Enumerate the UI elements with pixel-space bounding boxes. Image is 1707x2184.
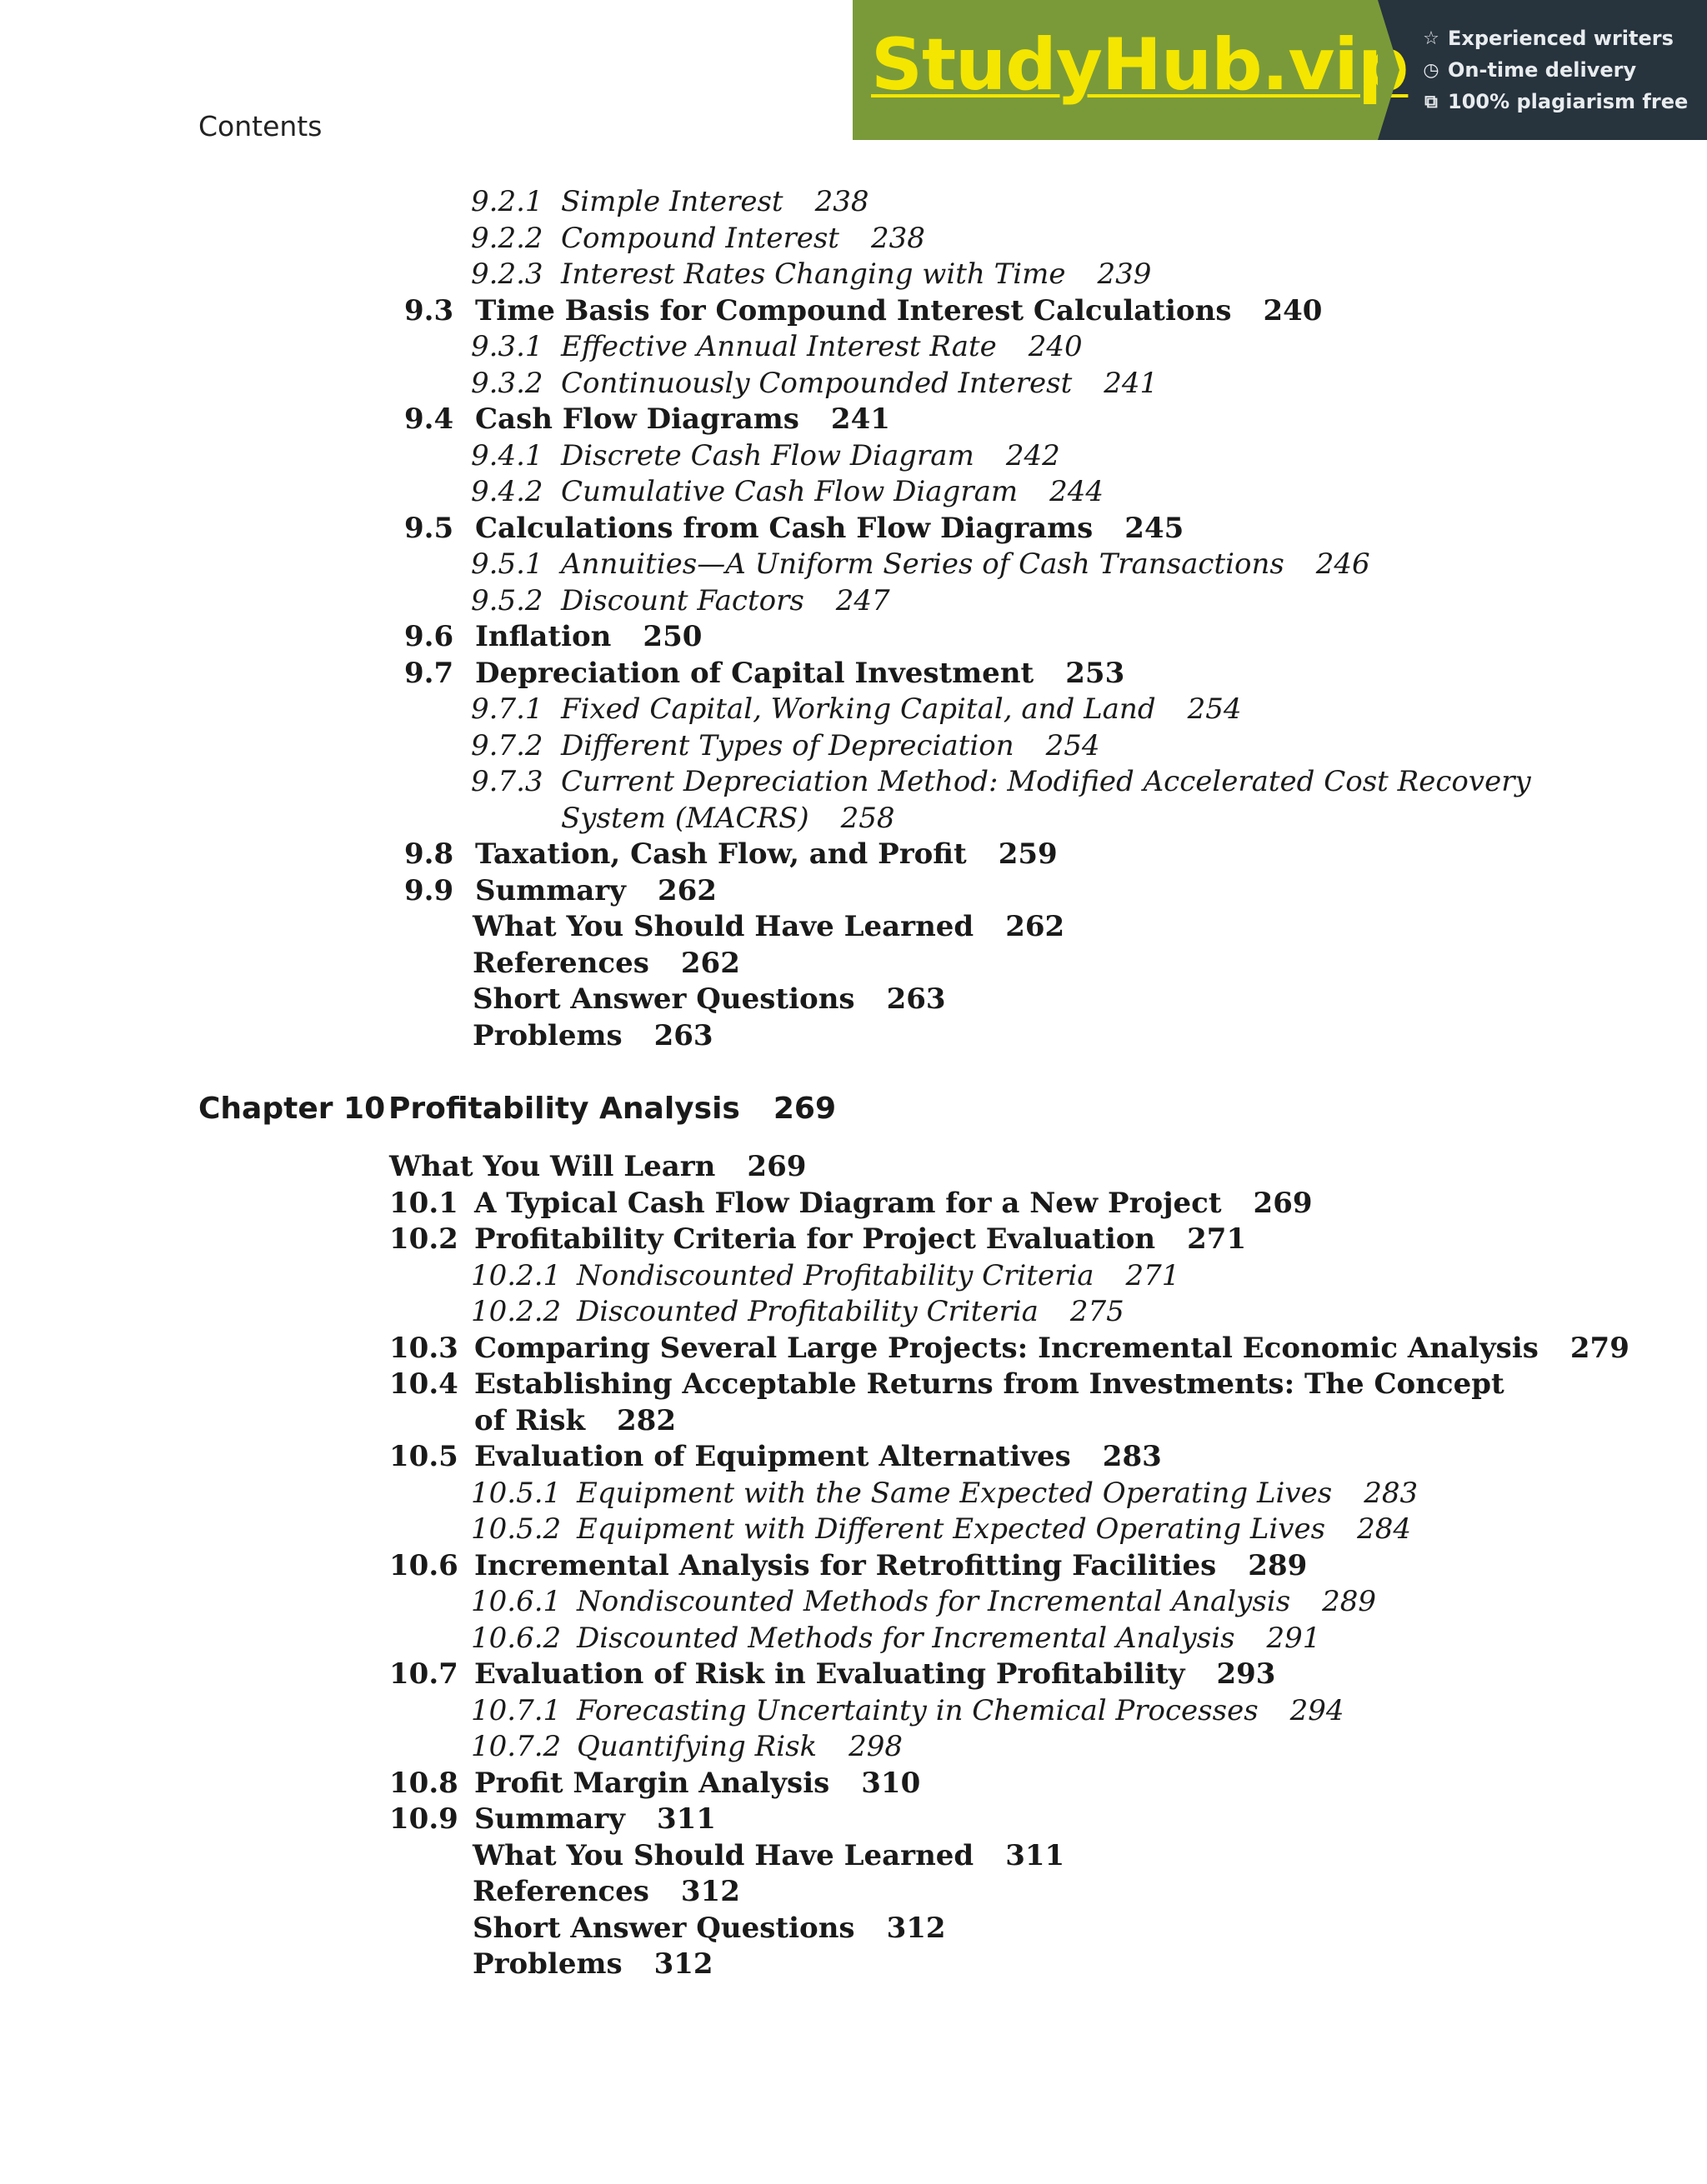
toc-entry-title: Problems bbox=[473, 1018, 623, 1052]
feature-item bbox=[1421, 58, 1707, 82]
toc-entry-number: 9.4.2 bbox=[471, 475, 543, 508]
clock-icon: ◷ bbox=[1423, 59, 1439, 81]
toc-entry-page: 241 bbox=[830, 402, 890, 436]
toc-entry-title-wrap bbox=[473, 947, 740, 980]
toc-entry-title: A Typical Cash Flow Diagram for a New Project bbox=[474, 1186, 1222, 1220]
brand-logo[interactable]: StudyHub.vip bbox=[871, 23, 1409, 107]
toc-entry-title-wrap bbox=[475, 402, 890, 436]
toc-entry-page: 269 bbox=[1253, 1186, 1313, 1220]
toc-entry-title-wrap bbox=[561, 257, 1151, 291]
toc-entry-number: 9.2.3 bbox=[471, 257, 543, 291]
toc-entry-number: 9.4.1 bbox=[471, 438, 543, 472]
toc-entry-page: 263 bbox=[886, 982, 946, 1016]
toc-entry-page: 289 bbox=[1322, 1585, 1377, 1618]
toc-entry-title: Inflation bbox=[475, 620, 612, 653]
toc-entry-title-wrap bbox=[474, 1767, 920, 1800]
toc-entry-title-wrap bbox=[475, 874, 717, 907]
toc-entry-title: Profitability Criteria for Project Evaluation bbox=[474, 1222, 1156, 1256]
toc-entry-page: 312 bbox=[680, 1875, 740, 1908]
toc-entry-number: 9.6 bbox=[404, 620, 454, 653]
toc-entry-number: 10.3 bbox=[389, 1331, 458, 1365]
toc-entry-title-wrap bbox=[561, 330, 1083, 363]
toc-entry-title-wrap bbox=[577, 1694, 1344, 1727]
toc-entry-number: 9.4 bbox=[404, 402, 454, 436]
toc-entry-title: Cash Flow Diagrams bbox=[475, 402, 799, 436]
toc-entry-number: 10.2 bbox=[389, 1222, 458, 1256]
toc-entry-page: 283 bbox=[1364, 1476, 1419, 1510]
toc-entry-number: 10.5.1 bbox=[471, 1476, 562, 1510]
toc-entry-title: System (MACRS) bbox=[561, 801, 809, 835]
toc-entry-title-wrap bbox=[474, 1332, 1629, 1365]
toc-entry-page: 311 bbox=[656, 1802, 716, 1836]
toc-entry-page: 250 bbox=[643, 620, 703, 653]
toc-entry-title-wrap bbox=[577, 1512, 1411, 1546]
toc-entry-title-wrap bbox=[474, 1657, 1275, 1691]
toc-entry-page: 238 bbox=[870, 221, 925, 255]
toc-entry-page: 275 bbox=[1069, 1295, 1124, 1328]
toc-entry-title: Depreciation of Capital Investment bbox=[475, 656, 1034, 690]
toc-entry-title: Cumulative Cash Flow Diagram bbox=[561, 475, 1019, 508]
toc-entry-title-wrap bbox=[577, 1295, 1124, 1328]
toc-entry-page: 246 bbox=[1315, 547, 1370, 581]
toc-entry-number: 10.7.2 bbox=[471, 1730, 562, 1763]
toc-entry-page: 241 bbox=[1104, 366, 1159, 400]
toc-entry-title: Quantifying Risk bbox=[577, 1730, 818, 1763]
toc-entry-page: 271 bbox=[1125, 1258, 1180, 1292]
running-head: Contents bbox=[198, 110, 323, 142]
toc-entry-title: Profit Margin Analysis bbox=[474, 1766, 830, 1800]
toc-entry-title: Nondiscounted Methods for Incremental Analysis bbox=[577, 1585, 1291, 1618]
toc-entry-title: References bbox=[473, 1875, 649, 1908]
toc-entry-page: 310 bbox=[861, 1766, 921, 1800]
toc-entry-number: 9.9 bbox=[404, 873, 454, 907]
toc-entry-number: 9.3 bbox=[404, 293, 454, 327]
feature-item bbox=[1421, 27, 1707, 50]
toc-entry-page: 253 bbox=[1065, 656, 1125, 690]
toc-entry-title-wrap bbox=[473, 1875, 740, 1908]
chapter-label: Chapter 10 bbox=[198, 1092, 386, 1126]
toc-entry-page: 284 bbox=[1357, 1512, 1411, 1546]
toc-entry-title: What You Will Learn bbox=[389, 1150, 716, 1183]
toc-entry-page: 312 bbox=[886, 1911, 946, 1945]
star-icon: ☆ bbox=[1423, 27, 1439, 49]
toc-entry-title: Effective Annual Interest Rate bbox=[561, 330, 997, 363]
toc-entry-page: 279 bbox=[1569, 1331, 1629, 1365]
toc-entry-number: 10.9 bbox=[389, 1802, 458, 1836]
toc-entry-page: 291 bbox=[1266, 1621, 1321, 1655]
toc-entry-page: 262 bbox=[1005, 910, 1065, 943]
toc-entry-number: 10.2.2 bbox=[471, 1295, 562, 1328]
toc-entry-page: 263 bbox=[653, 1018, 713, 1052]
toc-entry-title: Calculations from Cash Flow Diagrams bbox=[475, 511, 1094, 545]
toc-entry-number: 10.6.1 bbox=[471, 1585, 562, 1618]
toc-entry-title: Continuously Compounded Interest bbox=[561, 366, 1073, 400]
toc-entry-title-wrap bbox=[475, 657, 1124, 690]
toc-entry-title: Equipment with Different Expected Operating Lives bbox=[577, 1512, 1326, 1546]
toc-entry-page: 298 bbox=[848, 1730, 904, 1763]
toc-entry-title: Short Answer Questions bbox=[473, 982, 855, 1016]
toc-entry-page: 293 bbox=[1216, 1657, 1276, 1691]
toc-entry-title-wrap bbox=[474, 1222, 1246, 1256]
toc-entry-title: Comparing Several Large Projects: Incremental Economic Analysis bbox=[474, 1331, 1539, 1365]
toc-entry-page: 239 bbox=[1097, 257, 1152, 291]
chapter-heading[interactable] bbox=[198, 1092, 836, 1126]
toc-entry-title-wrap bbox=[473, 1912, 946, 1945]
toc-entry-title-wrap bbox=[561, 729, 1100, 762]
toc-entry-number: 10.5 bbox=[389, 1440, 458, 1473]
toc-entry-title-wrap bbox=[561, 367, 1158, 400]
toc-entry-title: Incremental Analysis for Retrofitting Facilities bbox=[474, 1548, 1217, 1582]
feature-label: 100% plagiarism free bbox=[1448, 90, 1689, 113]
toc-entry-title-wrap bbox=[474, 1802, 716, 1836]
toc-entry-title: Discounted Profitability Criteria bbox=[577, 1295, 1039, 1328]
toc-entry-title-wrap bbox=[561, 185, 869, 218]
toc-entry-page: 262 bbox=[680, 946, 740, 980]
toc-entry-number: 9.7.2 bbox=[471, 728, 543, 762]
toc-entry-page: 240 bbox=[1263, 293, 1323, 327]
toc-entry-title: Different Types of Depreciation bbox=[561, 728, 1014, 762]
toc-entry-number: 10.7.1 bbox=[471, 1693, 562, 1727]
toc-entry-page: 311 bbox=[1005, 1838, 1065, 1872]
toc-entry-number: 10.6.2 bbox=[471, 1621, 562, 1655]
toc-entry-page: 294 bbox=[1289, 1693, 1344, 1727]
banner-brand-panel[interactable] bbox=[853, 0, 1409, 140]
toc-entry-title-wrap bbox=[473, 1839, 1064, 1872]
toc-entry-title: Discount Factors bbox=[561, 583, 804, 617]
chapter-title-wrap bbox=[388, 1092, 836, 1126]
toc-entry-title-wrap bbox=[474, 1549, 1307, 1582]
toc-entry-title-wrap bbox=[473, 982, 946, 1016]
toc-entry-page: 289 bbox=[1248, 1548, 1308, 1582]
toc-entry-page: 240 bbox=[1028, 330, 1083, 363]
ad-banner[interactable] bbox=[853, 0, 1707, 140]
toc-entry-page: 262 bbox=[657, 873, 717, 907]
toc-entry-title: Interest Rates Changing with Time bbox=[561, 257, 1066, 291]
toc-entry-page: 259 bbox=[998, 837, 1058, 871]
toc-entry-title: Simple Interest bbox=[561, 185, 783, 218]
toc-entry-number: 9.7.1 bbox=[471, 692, 543, 726]
toc-entry-page: 258 bbox=[840, 801, 895, 835]
toc-entry-title-wrap bbox=[473, 1019, 713, 1052]
toc-entry-title-wrap bbox=[389, 1150, 806, 1183]
toc-entry-number: 9.5.2 bbox=[471, 583, 543, 617]
toc-entry-title-wrap bbox=[561, 439, 1060, 472]
toc-entry-title-wrap bbox=[474, 1404, 676, 1437]
toc-entry-page: 247 bbox=[835, 583, 890, 617]
toc-entry-page: 254 bbox=[1187, 692, 1242, 726]
toc-entry-title: Fixed Capital, Working Capital, and Land bbox=[561, 692, 1156, 726]
toc-entry-title: Problems bbox=[473, 1947, 623, 1981]
toc-entry-page: 269 bbox=[747, 1150, 807, 1183]
copy-icon: ⧉ bbox=[1424, 91, 1438, 112]
toc-entry-number: 9.3.2 bbox=[471, 366, 543, 400]
toc-entry-title-wrap bbox=[577, 1622, 1320, 1655]
feature-label: On-time delivery bbox=[1448, 58, 1637, 82]
toc-entry-title: Summary bbox=[475, 873, 626, 907]
banner-features-panel bbox=[1378, 0, 1707, 140]
toc-entry-title-wrap bbox=[561, 475, 1104, 508]
feature-item bbox=[1421, 90, 1707, 113]
toc-entry-number: 10.4 bbox=[389, 1367, 458, 1401]
toc-entry-title-wrap bbox=[561, 222, 925, 255]
toc-entry-number: 10.1 bbox=[389, 1186, 458, 1220]
feature-label: Experienced writers bbox=[1448, 27, 1674, 50]
toc-entry-title: What You Should Have Learned bbox=[473, 1838, 974, 1872]
toc-entry-page: 271 bbox=[1187, 1222, 1247, 1256]
toc-entry-number: 10.6 bbox=[389, 1548, 458, 1582]
toc-entry-title: Evaluation of Risk in Evaluating Profitability bbox=[474, 1657, 1185, 1691]
toc-entry-number: 10.8 bbox=[389, 1766, 458, 1800]
chapter-page: 269 bbox=[773, 1092, 836, 1126]
toc-entry-title-wrap bbox=[474, 1187, 1313, 1220]
toc-entry-title: Nondiscounted Profitability Criteria bbox=[577, 1258, 1094, 1292]
toc-entry-title-wrap bbox=[577, 1585, 1376, 1618]
toc-entry-number: 10.5.2 bbox=[471, 1512, 562, 1546]
toc-entry-number: 10.7 bbox=[389, 1657, 458, 1691]
toc-entry-page: 254 bbox=[1045, 728, 1100, 762]
toc-entry-title-wrap bbox=[475, 512, 1184, 545]
toc-entry-title-wrap bbox=[577, 1477, 1418, 1510]
toc-entry-title-wrap bbox=[561, 547, 1370, 581]
toc-entry-page: 283 bbox=[1102, 1440, 1162, 1473]
toc-entry-title-wrap bbox=[561, 692, 1242, 726]
toc-entry-title: Establishing Acceptable Returns from Investments: The Concept bbox=[474, 1367, 1504, 1401]
toc-entry-title-wrap bbox=[561, 584, 890, 617]
toc-entry-title: Compound Interest bbox=[561, 221, 839, 255]
toc-entry-number: 9.5 bbox=[404, 511, 454, 545]
toc-entry-title: Discrete Cash Flow Diagram bbox=[561, 438, 974, 472]
toc-entry-title-wrap bbox=[475, 837, 1058, 871]
toc-entry-number: 9.8 bbox=[404, 837, 454, 871]
toc-entry-title: Taxation, Cash Flow, and Profit bbox=[475, 837, 967, 871]
toc-entry-title-wrap bbox=[561, 802, 895, 835]
toc-entry-page: 238 bbox=[814, 185, 869, 218]
toc-entry-title: Forecasting Uncertainty in Chemical Processes bbox=[577, 1693, 1259, 1727]
toc-entry-title-wrap bbox=[577, 1730, 903, 1763]
toc-entry-title: of Risk bbox=[474, 1403, 586, 1437]
toc-entry-title: Discounted Methods for Incremental Analysis bbox=[577, 1621, 1235, 1655]
toc-entry-title: What You Should Have Learned bbox=[473, 910, 974, 943]
toc-entry-title: Equipment with the Same Expected Operating Lives bbox=[577, 1476, 1333, 1510]
toc-entry-title: Summary bbox=[474, 1802, 625, 1836]
toc-entry-title-wrap bbox=[474, 1367, 1536, 1401]
toc-entry-title-wrap bbox=[473, 910, 1064, 943]
toc-entry-number: 9.7.3 bbox=[471, 765, 543, 798]
toc-entry-title: Evaluation of Equipment Alternatives bbox=[474, 1440, 1071, 1473]
toc-entry-page: 282 bbox=[617, 1403, 676, 1437]
toc-entry-title-wrap bbox=[475, 294, 1322, 327]
toc-entry-title: Annuities—A Uniform Series of Cash Transactions bbox=[561, 547, 1284, 581]
toc-entry-title-wrap bbox=[577, 1259, 1179, 1292]
toc-entry-page: 244 bbox=[1049, 475, 1104, 508]
toc-entry-number: 9.5.1 bbox=[471, 547, 543, 581]
toc-entry-number: 9.2.1 bbox=[471, 185, 543, 218]
toc-entry-page: 245 bbox=[1124, 511, 1184, 545]
toc-entry-page: 312 bbox=[653, 1947, 713, 1981]
toc-entry-number: 9.7 bbox=[404, 656, 454, 690]
toc-entry-title-wrap bbox=[561, 765, 1563, 798]
toc-entry-number: 9.3.1 bbox=[471, 330, 543, 363]
toc-entry-title: Time Basis for Compound Interest Calculations bbox=[475, 293, 1232, 327]
toc-entry-title-wrap bbox=[475, 620, 702, 653]
chapter-title: Profitability Analysis bbox=[388, 1092, 740, 1126]
toc-entry-title-wrap bbox=[474, 1440, 1162, 1473]
toc-entry-title-wrap bbox=[473, 1947, 713, 1981]
toc-entry-number: 9.2.2 bbox=[471, 221, 543, 255]
toc-entry-page: 242 bbox=[1005, 438, 1060, 472]
toc-entry-title: Current Depreciation Method: Modified Accelerated Cost Recovery bbox=[561, 765, 1531, 798]
toc-entry-number: 10.2.1 bbox=[471, 1258, 562, 1292]
toc-entry-title: Short Answer Questions bbox=[473, 1911, 855, 1945]
toc-entry-title: References bbox=[473, 946, 649, 980]
